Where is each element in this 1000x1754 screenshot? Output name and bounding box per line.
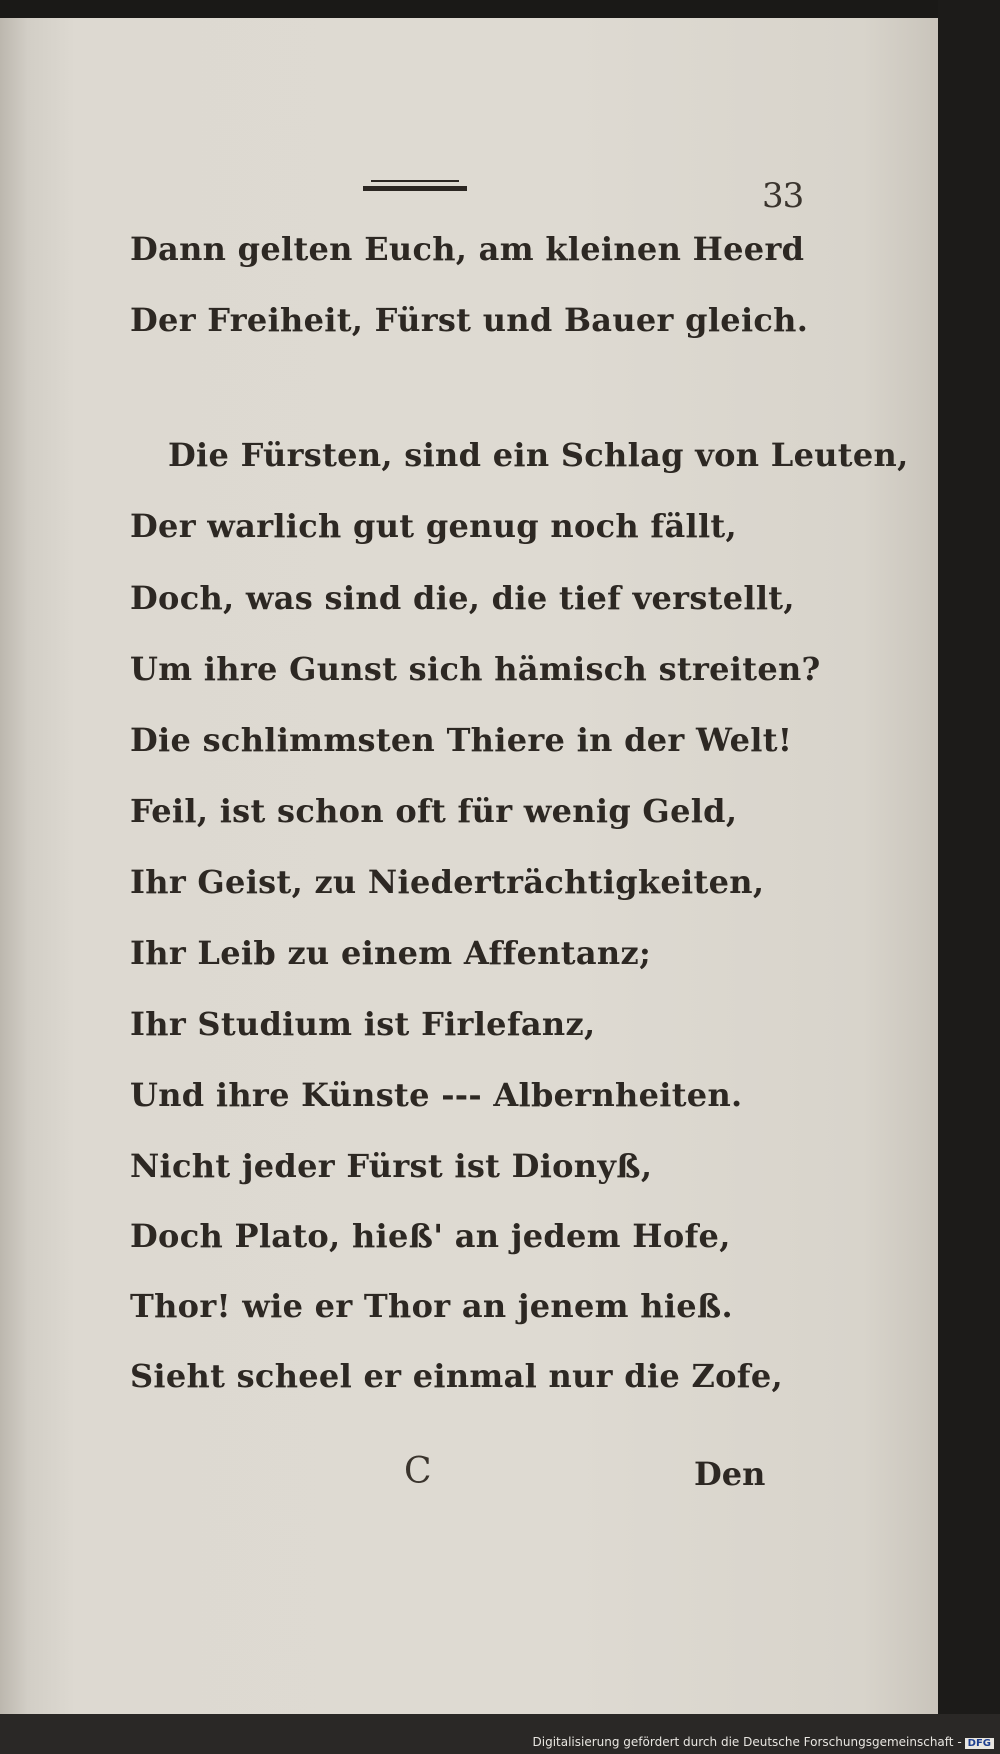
dfg-logo: DFG [965,1738,994,1749]
funding-credit [533,1735,995,1749]
verse-line: Dann gelten Euch, am kleinen Heerd [130,230,805,268]
verse-line: Der warlich gut genug noch fällt, [130,507,737,545]
verse-line: Nicht jeder Fürst ist Dionyß, [130,1147,653,1185]
verse-line: Doch Plato, hieß' an jedem Hofe, [130,1217,731,1255]
page-number: 33 [762,176,804,216]
verse-line: Der Freiheit, Fürst und Bauer gleich. [130,301,809,339]
verse-line: Ihr Studium ist Firlefanz, [130,1005,596,1043]
verse-line: Um ihre Gunst sich hämisch streiten? [130,650,821,688]
verse-line: Feil, ist schon oft für wenig Geld, [130,792,738,830]
scan-border-bottom [0,1714,1000,1754]
verse-line: Die schlimmsten Thiere in der Welt! [130,721,793,759]
scan-border-top [0,0,1000,18]
verse-line: Sieht scheel er einmal nur die Zofe, [130,1357,783,1395]
catchword: Den [694,1455,766,1493]
verse-line: Ihr Leib zu einem Affentanz; [130,934,652,972]
verse-line: Doch, was sind die, die tief verstellt, [130,579,795,617]
header-rule [363,180,467,192]
verse-line: Ihr Geist, zu Niederträchtigkeiten, [130,863,765,901]
signature-mark: C [404,1451,432,1492]
scan-border-right [938,0,1000,1754]
verse-line: Die Fürsten, sind ein Schlag von Leuten, [168,436,909,474]
verse-line: Thor! wie er Thor an jenem hieß. [130,1287,733,1325]
verse-line: Und ihre Künste --- Albernheiten. [130,1076,743,1114]
funding-credit-text: Digitalisierung gefördert durch die Deutsche Forschungsgemeinschaft - [532,1735,962,1749]
book-page [0,18,938,1714]
